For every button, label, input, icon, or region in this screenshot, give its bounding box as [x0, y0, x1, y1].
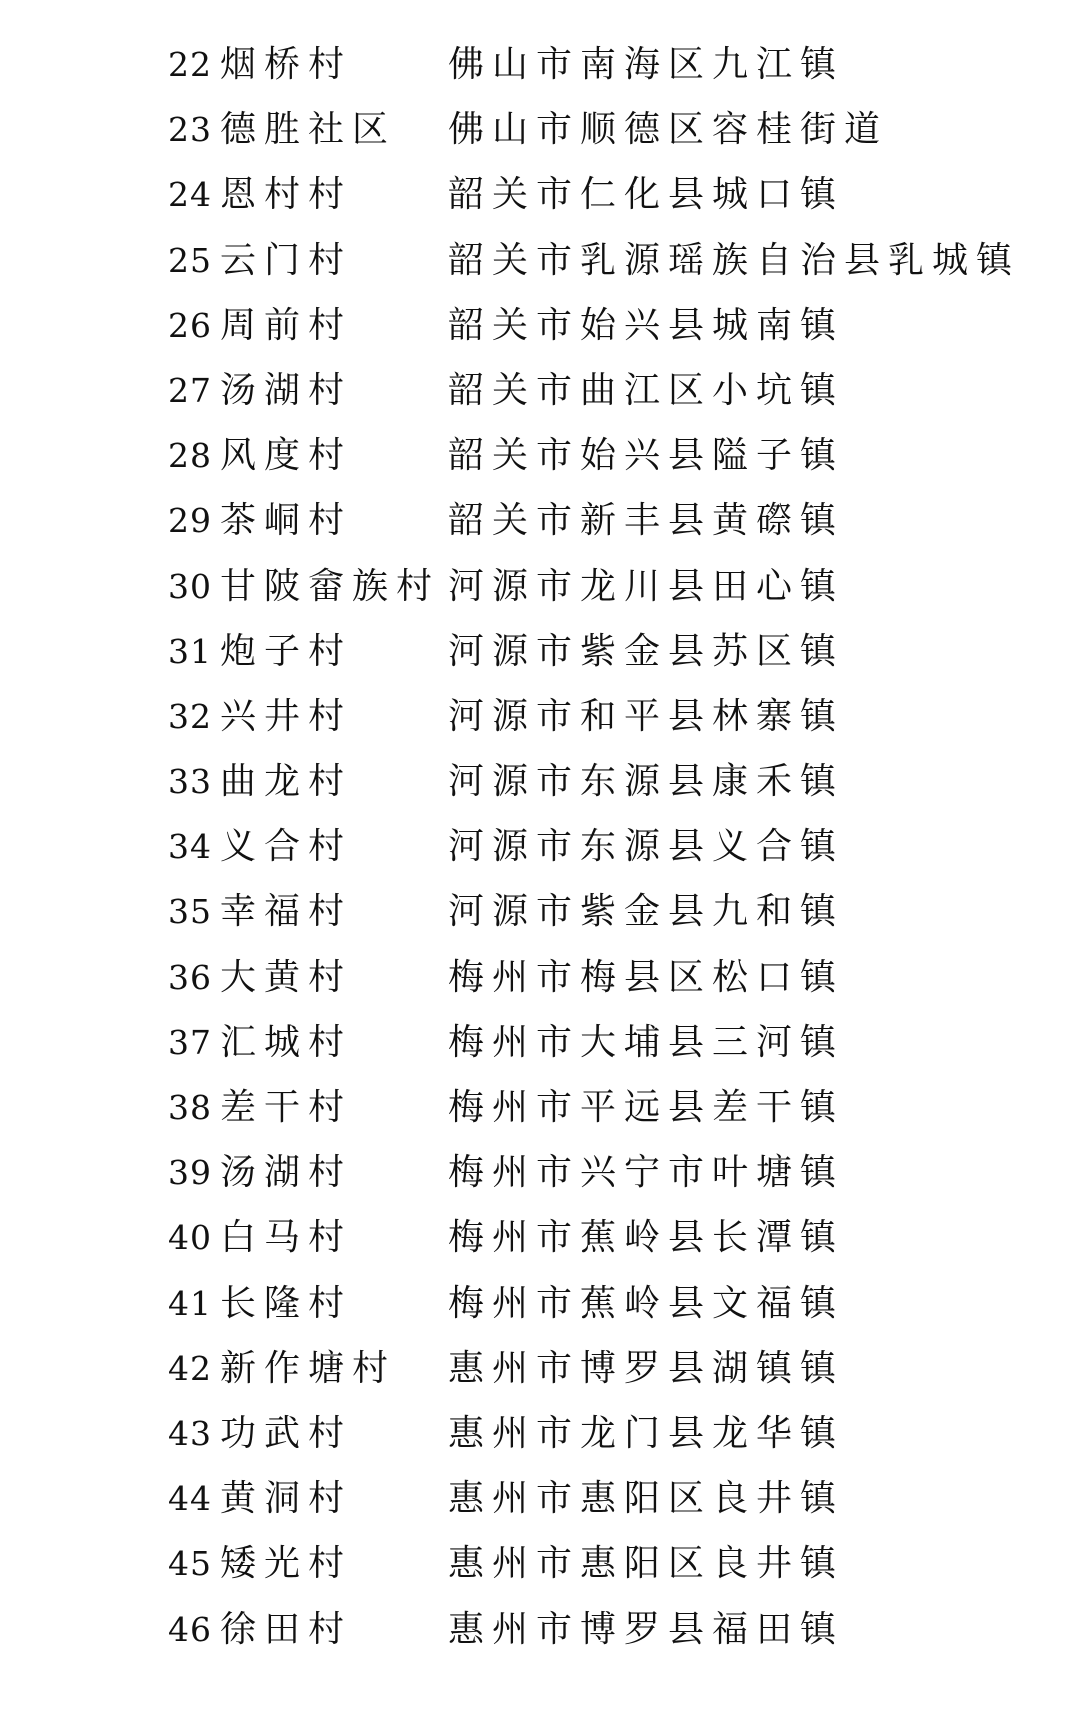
row-number: 37: [168, 1022, 212, 1062]
village-name: 黄洞村: [220, 1478, 353, 1520]
village-name: 汤湖村: [220, 369, 353, 411]
list-item: [168, 1010, 1048, 1075]
list-item: [168, 1336, 1048, 1401]
village-location: 韶关市仁化县城口镇: [448, 174, 845, 216]
village-name: 恩村村: [220, 174, 353, 216]
village-name: 甘陂畲族村: [220, 565, 441, 607]
row-number: 33: [168, 762, 212, 802]
village-location: 梅州市大埔县三河镇: [448, 1021, 845, 1063]
village-location: 梅州市梅县区松口镇: [448, 956, 845, 998]
list-item: [168, 1597, 1048, 1662]
village-name: 兴井村: [220, 695, 353, 737]
village-name: 茶峒村: [220, 500, 353, 542]
village-name: 白马村: [220, 1217, 353, 1259]
list-item: [168, 945, 1048, 1010]
village-location: 河源市紫金县苏区镇: [448, 630, 845, 672]
list-item: [168, 1401, 1048, 1466]
village-location: 韶关市始兴县隘子镇: [448, 435, 845, 477]
row-number: 22: [168, 45, 212, 84]
row-number: 29: [168, 501, 212, 541]
village-location: 惠州市博罗县湖镇镇: [448, 1347, 845, 1389]
village-location: 韶关市曲江区小坑镇: [448, 369, 845, 411]
village-name: 新作塘村: [220, 1347, 397, 1389]
row-number: 43: [168, 1413, 212, 1453]
village-location: 梅州市蕉岭县文福镇: [448, 1282, 845, 1324]
row-number: 40: [168, 1218, 212, 1258]
village-name: 义合村: [220, 826, 353, 868]
list-item: [168, 1531, 1048, 1596]
village-name: 徐田村: [220, 1608, 353, 1650]
list-item: [168, 97, 1048, 162]
list-item: [168, 619, 1048, 684]
list-item: [168, 554, 1048, 619]
row-number: 25: [168, 240, 212, 280]
row-number: 31: [168, 631, 212, 671]
list-item: [168, 423, 1048, 488]
row-number: 41: [168, 1283, 212, 1323]
village-location: 河源市龙川县田心镇: [448, 565, 845, 607]
village-location: 韶关市始兴县城南镇: [448, 304, 845, 346]
row-number: 45: [168, 1544, 212, 1584]
list-item: [168, 1075, 1048, 1140]
row-number: 26: [168, 305, 212, 345]
village-location: 河源市紫金县九和镇: [448, 891, 845, 933]
row-number: 36: [168, 957, 212, 997]
village-name: 曲龙村: [220, 761, 353, 803]
row-number: 23: [168, 110, 212, 150]
list-item: [168, 879, 1048, 944]
list-item: [168, 358, 1048, 423]
village-location: 佛山市顺德区容桂街道: [448, 109, 889, 151]
list-item: [168, 32, 1048, 97]
village-list: [168, 32, 1048, 1662]
village-location: 佛山市南海区九江镇: [448, 44, 845, 85]
village-name: 云门村: [220, 239, 353, 281]
row-number: 27: [168, 370, 212, 410]
list-item: [168, 293, 1048, 358]
village-location: 韶关市乳源瑶族自治县乳城镇: [448, 239, 1021, 281]
row-number: 24: [168, 175, 212, 215]
list-item: [168, 228, 1048, 293]
village-location: 河源市和平县林寨镇: [448, 695, 845, 737]
village-location: 梅州市蕉岭县长潭镇: [448, 1217, 845, 1259]
village-name: 功武村: [220, 1412, 353, 1454]
village-location: 河源市东源县康禾镇: [448, 761, 845, 803]
row-number: 35: [168, 892, 212, 932]
row-number: 46: [168, 1609, 212, 1649]
list-item: [168, 1205, 1048, 1270]
village-name: 幸福村: [220, 891, 353, 933]
list-item: [168, 1140, 1048, 1205]
village-location: 惠州市惠阳区良井镇: [448, 1478, 845, 1520]
village-location: 韶关市新丰县黄磜镇: [448, 500, 845, 542]
list-item: [168, 1466, 1048, 1531]
list-item: [168, 162, 1048, 227]
village-name: 周前村: [220, 304, 353, 346]
village-name: 风度村: [220, 435, 353, 477]
village-name: 汇城村: [220, 1021, 353, 1063]
row-number: 32: [168, 696, 212, 736]
row-number: 28: [168, 436, 212, 476]
row-number: 38: [168, 1088, 212, 1127]
village-location: 梅州市平远县差干镇: [448, 1087, 845, 1128]
village-location: 惠州市龙门县龙华镇: [448, 1412, 845, 1454]
row-number: 30: [168, 566, 212, 606]
list-item: [168, 684, 1048, 749]
village-name: 德胜社区: [220, 109, 397, 151]
list-item: [168, 1271, 1048, 1336]
list-item: [168, 814, 1048, 879]
row-number: 34: [168, 827, 212, 867]
village-name: 长隆村: [220, 1282, 353, 1324]
row-number: 44: [168, 1479, 212, 1519]
village-name: 炮子村: [220, 630, 353, 672]
row-number: 42: [168, 1348, 212, 1388]
row-number: 39: [168, 1153, 212, 1193]
village-name: 汤湖村: [220, 1152, 353, 1194]
village-name: 差干村: [220, 1087, 353, 1128]
list-item: [168, 488, 1048, 553]
village-location: 梅州市兴宁市叶塘镇: [448, 1152, 845, 1194]
village-name: 烟桥村: [220, 44, 353, 85]
village-location: 惠州市惠阳区良井镇: [448, 1543, 845, 1585]
village-name: 大黄村: [220, 956, 353, 998]
list-item: [168, 749, 1048, 814]
village-name: 矮光村: [220, 1543, 353, 1585]
village-location: 河源市东源县义合镇: [448, 826, 845, 868]
village-location: 惠州市博罗县福田镇: [448, 1608, 845, 1650]
